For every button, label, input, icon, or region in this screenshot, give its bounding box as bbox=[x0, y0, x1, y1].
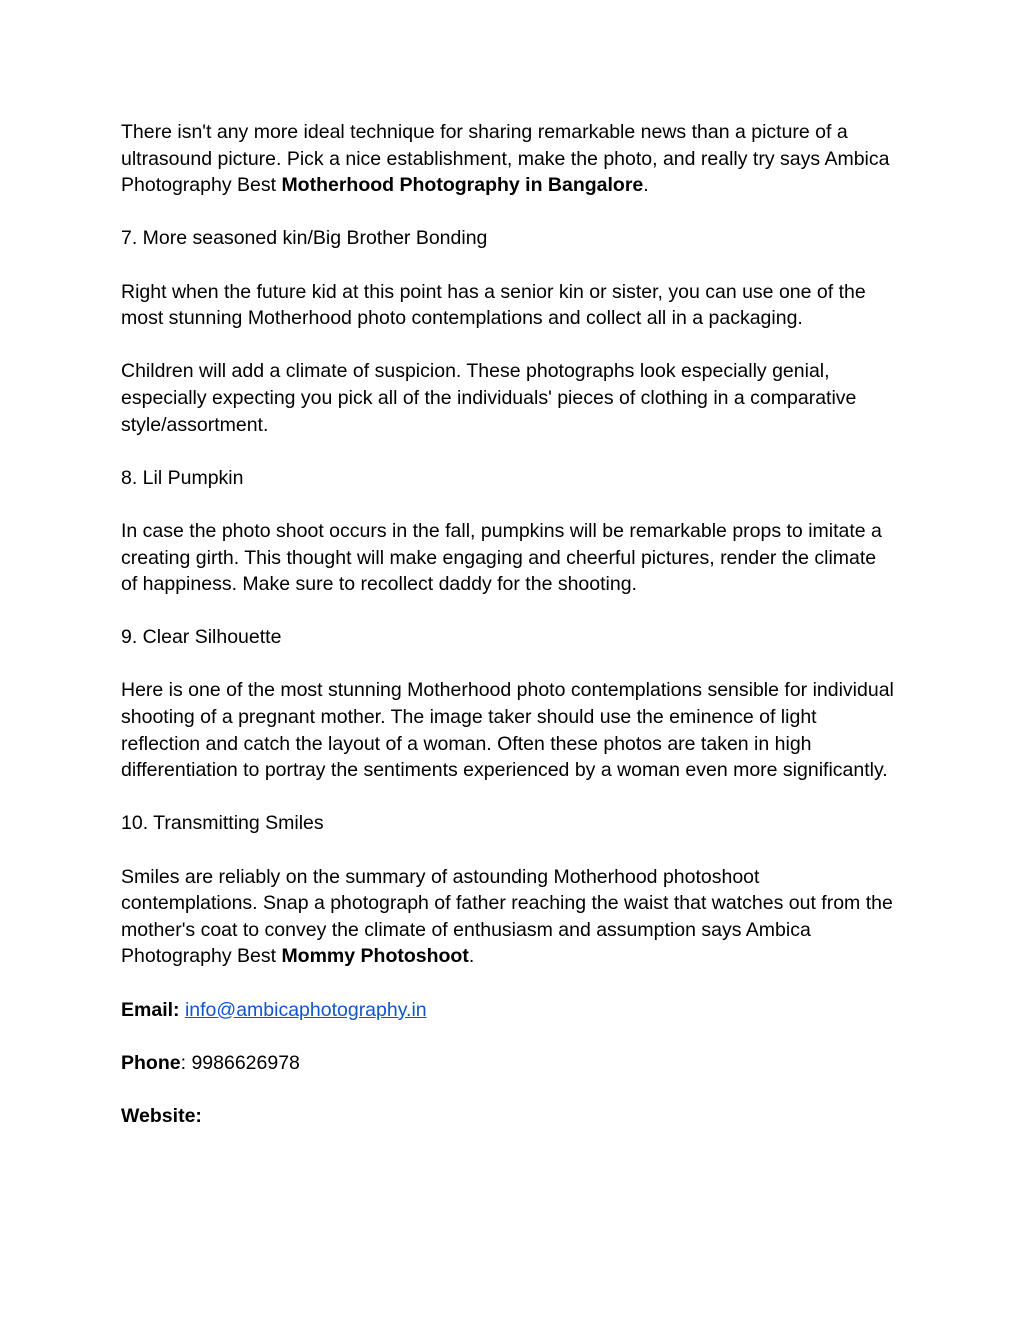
phone-label: Phone bbox=[121, 1051, 181, 1074]
paragraph-text-end: . bbox=[468, 945, 475, 968]
heading-big-brother-bonding: 7. More seasoned kin/Big Brother Bonding bbox=[121, 227, 488, 250]
paragraph-silhouette: Here is one of the most stunning Motherhood photo contemplations sensible for individual shooting of a pregnant mother. The image taker should use the eminence of light reflection and catch the layout of a woman. Often these photos are taken in high differentiation to portray the sentiments experienced by a woman even more significantly. bbox=[121, 679, 894, 782]
heading-clear-silhouette: 9. Clear Silhouette bbox=[121, 626, 282, 649]
heading-lil-pumpkin: 8. Lil Pumpkin bbox=[121, 466, 244, 489]
paragraph-ultrasound bbox=[121, 119, 896, 199]
contact-website bbox=[121, 1103, 896, 1130]
paragraph-pumpkins: In case the photo shoot occurs in the fall, pumpkins will be remarkable props to imitate a creating girth. This thought will make engaging and cheerful pictures, render the climate of happiness. Make sure to recollect daddy for the shooting. bbox=[121, 519, 882, 596]
email-link[interactable]: info@ambicaphotography.in bbox=[184, 998, 427, 1021]
paragraph-senior-kin: Right when the future kid at this point has a senior kin or sister, you can use one of the most stunning Motherhood photo contemplations and collect all in a packaging. bbox=[121, 280, 866, 330]
paragraph-children: Children will add a climate of suspicion. These photographs look especially genial, especially expecting you pick all of the individuals' pieces of clothing in a comparative style/assortment. bbox=[121, 360, 857, 436]
paragraph-text-end: . bbox=[643, 174, 649, 197]
paragraph-text: Smiles are reliably on the summary of astounding Motherhood photoshoot contemplations. Snap a photograph of father reaching the waist that watches out from the mother's coat to convey the climate of enthusiasm and assumption says Ambica Photography Best bbox=[121, 865, 893, 968]
phone-value: 9986626978 bbox=[191, 1051, 300, 1074]
email-label: Email: bbox=[121, 998, 180, 1021]
keyword-mommy-photoshoot: Mommy Photoshoot bbox=[281, 945, 469, 968]
website-label: Website: bbox=[121, 1104, 202, 1127]
keyword-motherhood-photography: Motherhood Photography in Bangalore bbox=[281, 174, 644, 197]
phone-separator: : bbox=[180, 1051, 192, 1074]
contact-phone bbox=[121, 1050, 896, 1077]
heading-transmitting-smiles: 10. Transmitting Smiles bbox=[121, 812, 324, 835]
document-body bbox=[121, 119, 896, 1156]
paragraph-text: There isn't any more ideal technique for sharing remarkable news than a picture of a ultrasound picture. Pick a nice establishment, make the photo, and really try says Ambica Photography Best bbox=[121, 121, 890, 197]
paragraph-smiles bbox=[121, 864, 896, 970]
contact-email bbox=[121, 997, 896, 1024]
